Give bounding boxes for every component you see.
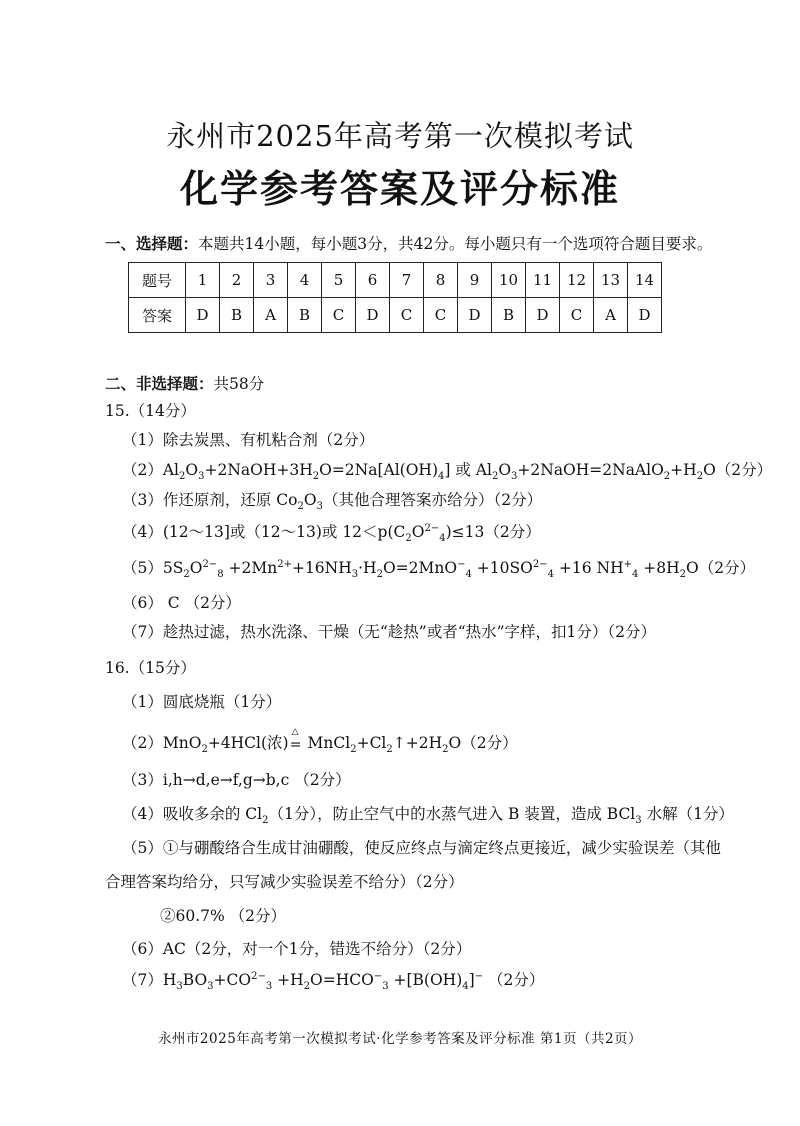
question-number: 3 — [254, 263, 288, 298]
q15-answer-3: （3）作还原剂，还原 $Co_2O_3$（其他合理答案亦给分）（2分） — [122, 491, 543, 513]
section1-desc: 本题共14小题，每小题3分，共42分。每小题只有一个选项符合题目要求。 — [198, 235, 713, 253]
q16-answer-2: （2）MnO$_2$+4HCl(浓) △ = $MnCl_2+Cl_2↑+2H_2O(2$分） — [122, 726, 518, 756]
question-number: 9 — [458, 263, 492, 298]
answer-cell: C — [560, 298, 594, 333]
q15-answer-5: $(5)5S_2O^{2-}_8 +2Mn^{2+}+16NH_3\cdot H_2O=2MnO^-_4 +10SO^{2-}_4 +16$ $NH^+_4 +8H_2O(2$分） — [122, 558, 756, 581]
q15-answer-4: （4）(12～13]或（12～13)或 $12<p(C_2O^{2-}_4)\le 13(2$分） — [122, 522, 541, 545]
q15-answer-2: $(2)Al_2O_3+2NaOH+3H_2O=2Na[Al(OH)_4]$ 或 $Al_2O_3+2NaOH=2NaAlO_2+H_2O(2$分） — [122, 461, 773, 483]
section2-heading: 二、非选择题： — [105, 374, 214, 393]
exam-title: 永州市2025年高考第一次模拟考试 — [166, 119, 634, 153]
row-label-number: 题号 — [129, 263, 186, 298]
answer-cell: A — [594, 298, 628, 333]
section1-heading: 一、选择题： — [105, 234, 199, 253]
question-number: 1 — [186, 263, 220, 298]
answer-cell: D — [186, 298, 220, 333]
answer-cell: C — [424, 298, 458, 333]
answer-cell: A — [254, 298, 288, 333]
answer-cell: D — [356, 298, 390, 333]
section1-heading-line — [105, 234, 712, 254]
q16-answer-5-line1: （5）①与硼酸络合生成甘油硼酸，使反应终点与滴定终点更接近，减少实验误差（其他 — [122, 839, 721, 857]
q16-answer-5-part2: ②60.7% （2分） — [160, 907, 287, 925]
question-number: 10 — [492, 263, 526, 298]
question-number: 11 — [526, 263, 560, 298]
q16-answer-1: （1）圆底烧瓶（1分） — [122, 693, 282, 711]
answer-table — [128, 262, 662, 333]
question-number: 5 — [322, 263, 356, 298]
answer-cell: C — [390, 298, 424, 333]
section2-heading-line — [105, 374, 264, 394]
heating-equals-sign: △ = — [289, 726, 302, 753]
answer-cell: B — [220, 298, 254, 333]
question-number: 4 — [288, 263, 322, 298]
question-number: 14 — [628, 263, 662, 298]
table-row-answers — [129, 298, 662, 333]
q15-answer-1: （1）除去炭黑、有机粘合剂（2分） — [122, 431, 375, 449]
question-number: 13 — [594, 263, 628, 298]
q16-title: 16.（15分） — [105, 659, 196, 677]
answer-cell: D — [458, 298, 492, 333]
q15-answer-6: （6） C （2分） — [122, 594, 241, 612]
q15-answer-7: （7）趁热过滤，热水洗涤、干燥（无“趁热”或者“热水”字样，扣1分）（2分） — [122, 623, 657, 641]
q16-answer-3: （3）i,h→d,e→f,g→b,c （2分） — [122, 771, 351, 789]
question-number: 7 — [390, 263, 424, 298]
question-number: 6 — [356, 263, 390, 298]
answer-cell: D — [628, 298, 662, 333]
question-number: 2 — [220, 263, 254, 298]
question-number: 12 — [560, 263, 594, 298]
q16-answer-7: $(7)H_3BO_3+CO^{2-}_3 +H_2O=HCO^-_3 +[B(OH)_4]^-$ （2分） — [122, 970, 545, 993]
section2-desc: 共58分 — [213, 375, 265, 393]
answer-cell: D — [526, 298, 560, 333]
answer-cell: B — [492, 298, 526, 333]
answer-cell: C — [322, 298, 356, 333]
q16-answer-6: （6）AC（2分，对一个1分，错选不给分）（2分） — [122, 940, 472, 958]
row-label-answer: 答案 — [129, 298, 186, 333]
q16-answer-5-line2: 合理答案均给分，只写减少实验误差不给分）（2分） — [105, 873, 464, 891]
q16-answer-4: （4）吸收多余的 $Cl_2(1$分），防止空气中的水蒸气进入 B 装置，造成 BCl$_3$ 水解（1分） — [122, 805, 734, 827]
answer-cell: B — [288, 298, 322, 333]
answer-key-title: 化学参考答案及评分标准 — [179, 167, 620, 211]
page-footer: 永州市2025年高考第一次模拟考试·化学参考答案及评分标准 第1页（共2页） — [157, 1031, 643, 1047]
table-row-numbers — [129, 263, 662, 298]
q15-title: 15.（14分） — [105, 402, 196, 420]
question-number: 8 — [424, 263, 458, 298]
